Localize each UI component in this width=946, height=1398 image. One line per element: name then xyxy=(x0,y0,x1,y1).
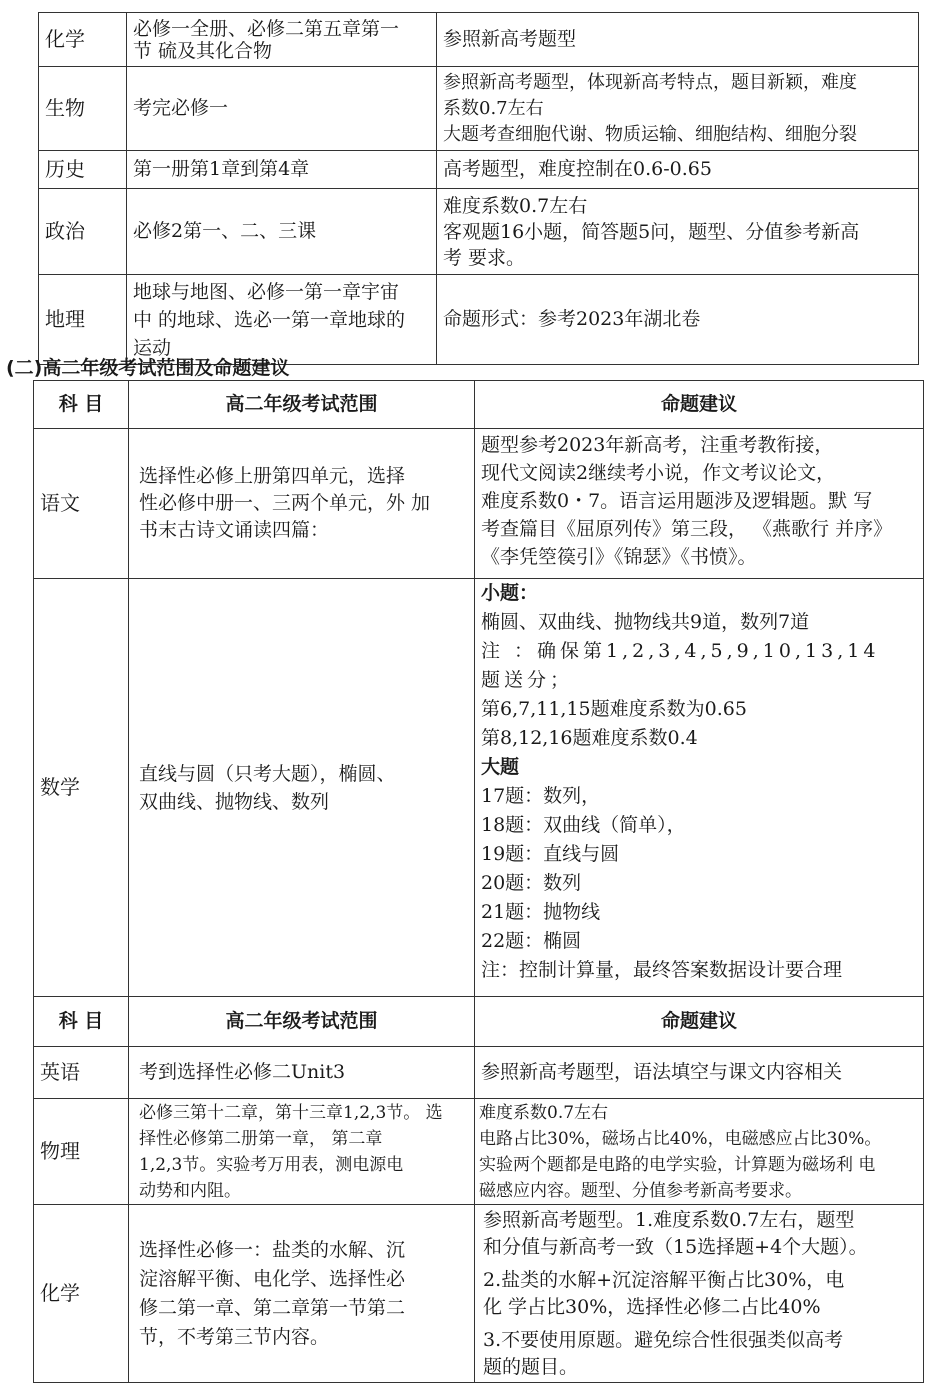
scope-line: 动势和内阻。 xyxy=(139,1180,241,1201)
advice-cell xyxy=(475,429,924,579)
scope-cell xyxy=(127,189,437,275)
scope-line: 中 的地球、选必一第一章地球的 xyxy=(133,308,406,331)
scope-cell xyxy=(127,275,437,365)
advice-line: 大题考查细胞代谢、物质运输、细胞结构、细胞分裂 xyxy=(443,123,857,145)
scope-line: 书末古诗文诵读四篇： xyxy=(139,519,330,541)
advice-line: 现代文阅读2继续考小说，作文考议论文， xyxy=(481,462,836,484)
advice-line: 难度系数0.7左右 xyxy=(479,1102,609,1123)
scope-line: 运动 xyxy=(133,336,172,359)
header-advice: 命题建议 xyxy=(475,997,924,1047)
table-header-row xyxy=(34,997,924,1047)
advice-line: 化 学占比30%，选择性必修二占比40% xyxy=(483,1295,821,1318)
advice-line: 19题：直线与圆 xyxy=(481,843,620,865)
scope-cell xyxy=(129,429,475,579)
scope-cell xyxy=(129,1047,475,1099)
advice-line: 第8,12,16题难度系数0.4 xyxy=(481,727,698,749)
advice-line: 磁感应内容。题型、分值参考新高考要求。 xyxy=(479,1180,802,1201)
header-scope: 高二年级考试范围 xyxy=(129,997,475,1047)
advice-line: 题送分； xyxy=(481,669,574,691)
advice-line: 难度系数0・7。语言运用题涉及逻辑题。默 写 xyxy=(481,490,873,512)
advice-line: 参照新高考题型，语法填空与课文内容相关 xyxy=(481,1061,843,1083)
advice-cell xyxy=(475,1099,924,1205)
scope-line: 双曲线、抛物线、数列 xyxy=(139,790,330,813)
scope-line: 必修一全册、必修二第五章第一 xyxy=(133,17,400,40)
advice-line: 高考题型，难度控制在0.6-0.65 xyxy=(443,158,712,180)
advice-line: 参照新高考题型。1.难度系数0.7左右，题型 xyxy=(483,1208,855,1231)
advice-line: 参照新高考题型 xyxy=(443,28,577,50)
advice-line: 第6,7,11,15题难度系数为0.65 xyxy=(481,698,747,720)
advice-cell xyxy=(437,275,919,365)
section-title: (二)高二年级考试范围及命题建议 xyxy=(6,357,290,379)
advice-line: 难度系数0.7左右 xyxy=(443,194,588,217)
scope-cell xyxy=(127,151,437,189)
scope-line: 择性必修第二册第一章， 第二章 xyxy=(139,1128,383,1149)
header-subject: 科 目 xyxy=(34,381,129,429)
subject-cell: 化学 xyxy=(34,1205,129,1383)
table-row xyxy=(34,429,924,579)
scope-line: 考到选择性必修二Unit3 xyxy=(139,1061,346,1083)
table-grade1-continued xyxy=(38,12,919,365)
subject-cell: 化学 xyxy=(39,13,127,67)
advice-cell xyxy=(475,1205,924,1383)
table-row xyxy=(34,1047,924,1099)
advice-line: 注 ：确保第1,2,3,4,5,9,10,13,14 xyxy=(481,640,880,662)
subject-cell: 历史 xyxy=(39,151,127,189)
advice-line: 注：控制计算量，最终答案数据设计要合理 xyxy=(481,959,843,981)
advice-line: 考查篇目《屈原列传》第三段， 《燕歌行 并序》 xyxy=(481,518,893,540)
scope-line: 节 硫及其化合物 xyxy=(133,39,273,62)
advice-cell xyxy=(437,67,919,151)
scope-line: 淀溶解平衡、电化学、选择性必 xyxy=(139,1267,406,1290)
advice-line: 题型参考2023年新高考，注重考教衔接， xyxy=(481,434,834,456)
table-row xyxy=(34,1099,924,1205)
advice-cell xyxy=(437,189,919,275)
advice-line: 命题形式：参考2023年湖北卷 xyxy=(443,308,701,330)
advice-line: 参照新高考题型，体现新高考特点，题目新颖，难度 xyxy=(443,71,857,93)
advice-line: 20题：数列 xyxy=(481,872,582,894)
scope-line: 性必修中册一、三两个单元，外 加 xyxy=(139,492,431,514)
scope-line: 节，不考第三节内容。 xyxy=(139,1325,330,1348)
advice-line: 题的题目。 xyxy=(483,1355,579,1378)
table-row xyxy=(39,189,919,275)
subject-cell: 英语 xyxy=(34,1047,129,1099)
advice-cell xyxy=(437,151,919,189)
advice-line: 考 要求。 xyxy=(443,246,526,269)
scope-cell xyxy=(127,67,437,151)
advice-line: 3.不要使用原题。避免综合性很强类似高考 xyxy=(483,1328,844,1351)
advice-line: 21题：抛物线 xyxy=(481,901,601,923)
subject-cell: 地理 xyxy=(39,275,127,365)
scope-line: 选择性必修一：盐类的水解、沉 xyxy=(139,1238,406,1261)
advice-line: 《李凭箜篌引》《锦瑟》《书愤》。 xyxy=(481,546,757,568)
table-row xyxy=(34,1205,924,1383)
table-row xyxy=(34,579,924,997)
table-grade2-scope xyxy=(33,380,924,1383)
advice-line: 和分值与新高考一致（15选择题+4个大题）。 xyxy=(483,1235,868,1258)
scope-cell xyxy=(127,13,437,67)
advice-line: 22题：椭圆 xyxy=(481,930,582,952)
scope-line: 必修三第十二章，第十三章1,2,3节。 选 xyxy=(139,1102,443,1123)
scope-cell xyxy=(129,1099,475,1205)
table-row xyxy=(39,13,919,67)
table-header-row xyxy=(34,381,924,429)
advice-line: 系数0.7左右 xyxy=(443,97,544,119)
advice-line: 18题：双曲线（简单）， xyxy=(481,814,686,836)
scope-line: 修二第一章、第二章第一节第二 xyxy=(139,1296,406,1319)
scope-cell xyxy=(129,1205,475,1383)
table-row xyxy=(39,151,919,189)
table-row xyxy=(39,275,919,365)
advice-line: 17题：数列， xyxy=(481,785,601,807)
header-scope: 高二年级考试范围 xyxy=(129,381,475,429)
advice-cell xyxy=(475,1047,924,1099)
advice-line: 电路占比30%，磁场占比40%，电磁感应占比30%。 xyxy=(479,1128,882,1149)
scope-cell xyxy=(129,579,475,997)
header-advice: 命题建议 xyxy=(475,381,924,429)
advice-cell xyxy=(475,579,924,997)
header-subject: 科 目 xyxy=(34,997,129,1047)
advice-line: 客观题16小题，简答题5问，题型、分值参考新高 xyxy=(443,220,860,243)
scope-line: 直线与圆（只考大题），椭圆、 xyxy=(139,762,396,785)
scope-line: 必修2第一、二、三课 xyxy=(133,220,317,242)
table-row xyxy=(39,67,919,151)
scope-line: 第一册第1章到第4章 xyxy=(133,158,310,180)
advice-line: 实验两个题都是电路的电学实验，计算题为磁场利 电 xyxy=(479,1154,876,1175)
scope-line: 考完必修一 xyxy=(133,97,229,119)
advice-line: 小题： xyxy=(481,582,539,604)
scope-line: 选择性必修上册第四单元，选择 xyxy=(139,465,406,487)
scope-line: 地球与地图、必修一第一章宇宙 xyxy=(133,280,400,303)
advice-line: 大题 xyxy=(481,756,520,778)
advice-line: 椭圆、双曲线、抛物线共9道，数列7道 xyxy=(481,611,810,633)
subject-cell: 数学 xyxy=(34,579,129,997)
subject-cell: 政治 xyxy=(39,189,127,275)
advice-cell xyxy=(437,13,919,67)
subject-cell: 语文 xyxy=(34,429,129,579)
advice-line: 2.盐类的水解+沉淀溶解平衡占比30%，电 xyxy=(483,1268,845,1291)
scope-line: 1,2,3节。实验考万用表，测电源电 xyxy=(139,1154,404,1175)
subject-cell: 生物 xyxy=(39,67,127,151)
subject-cell: 物理 xyxy=(34,1099,129,1205)
